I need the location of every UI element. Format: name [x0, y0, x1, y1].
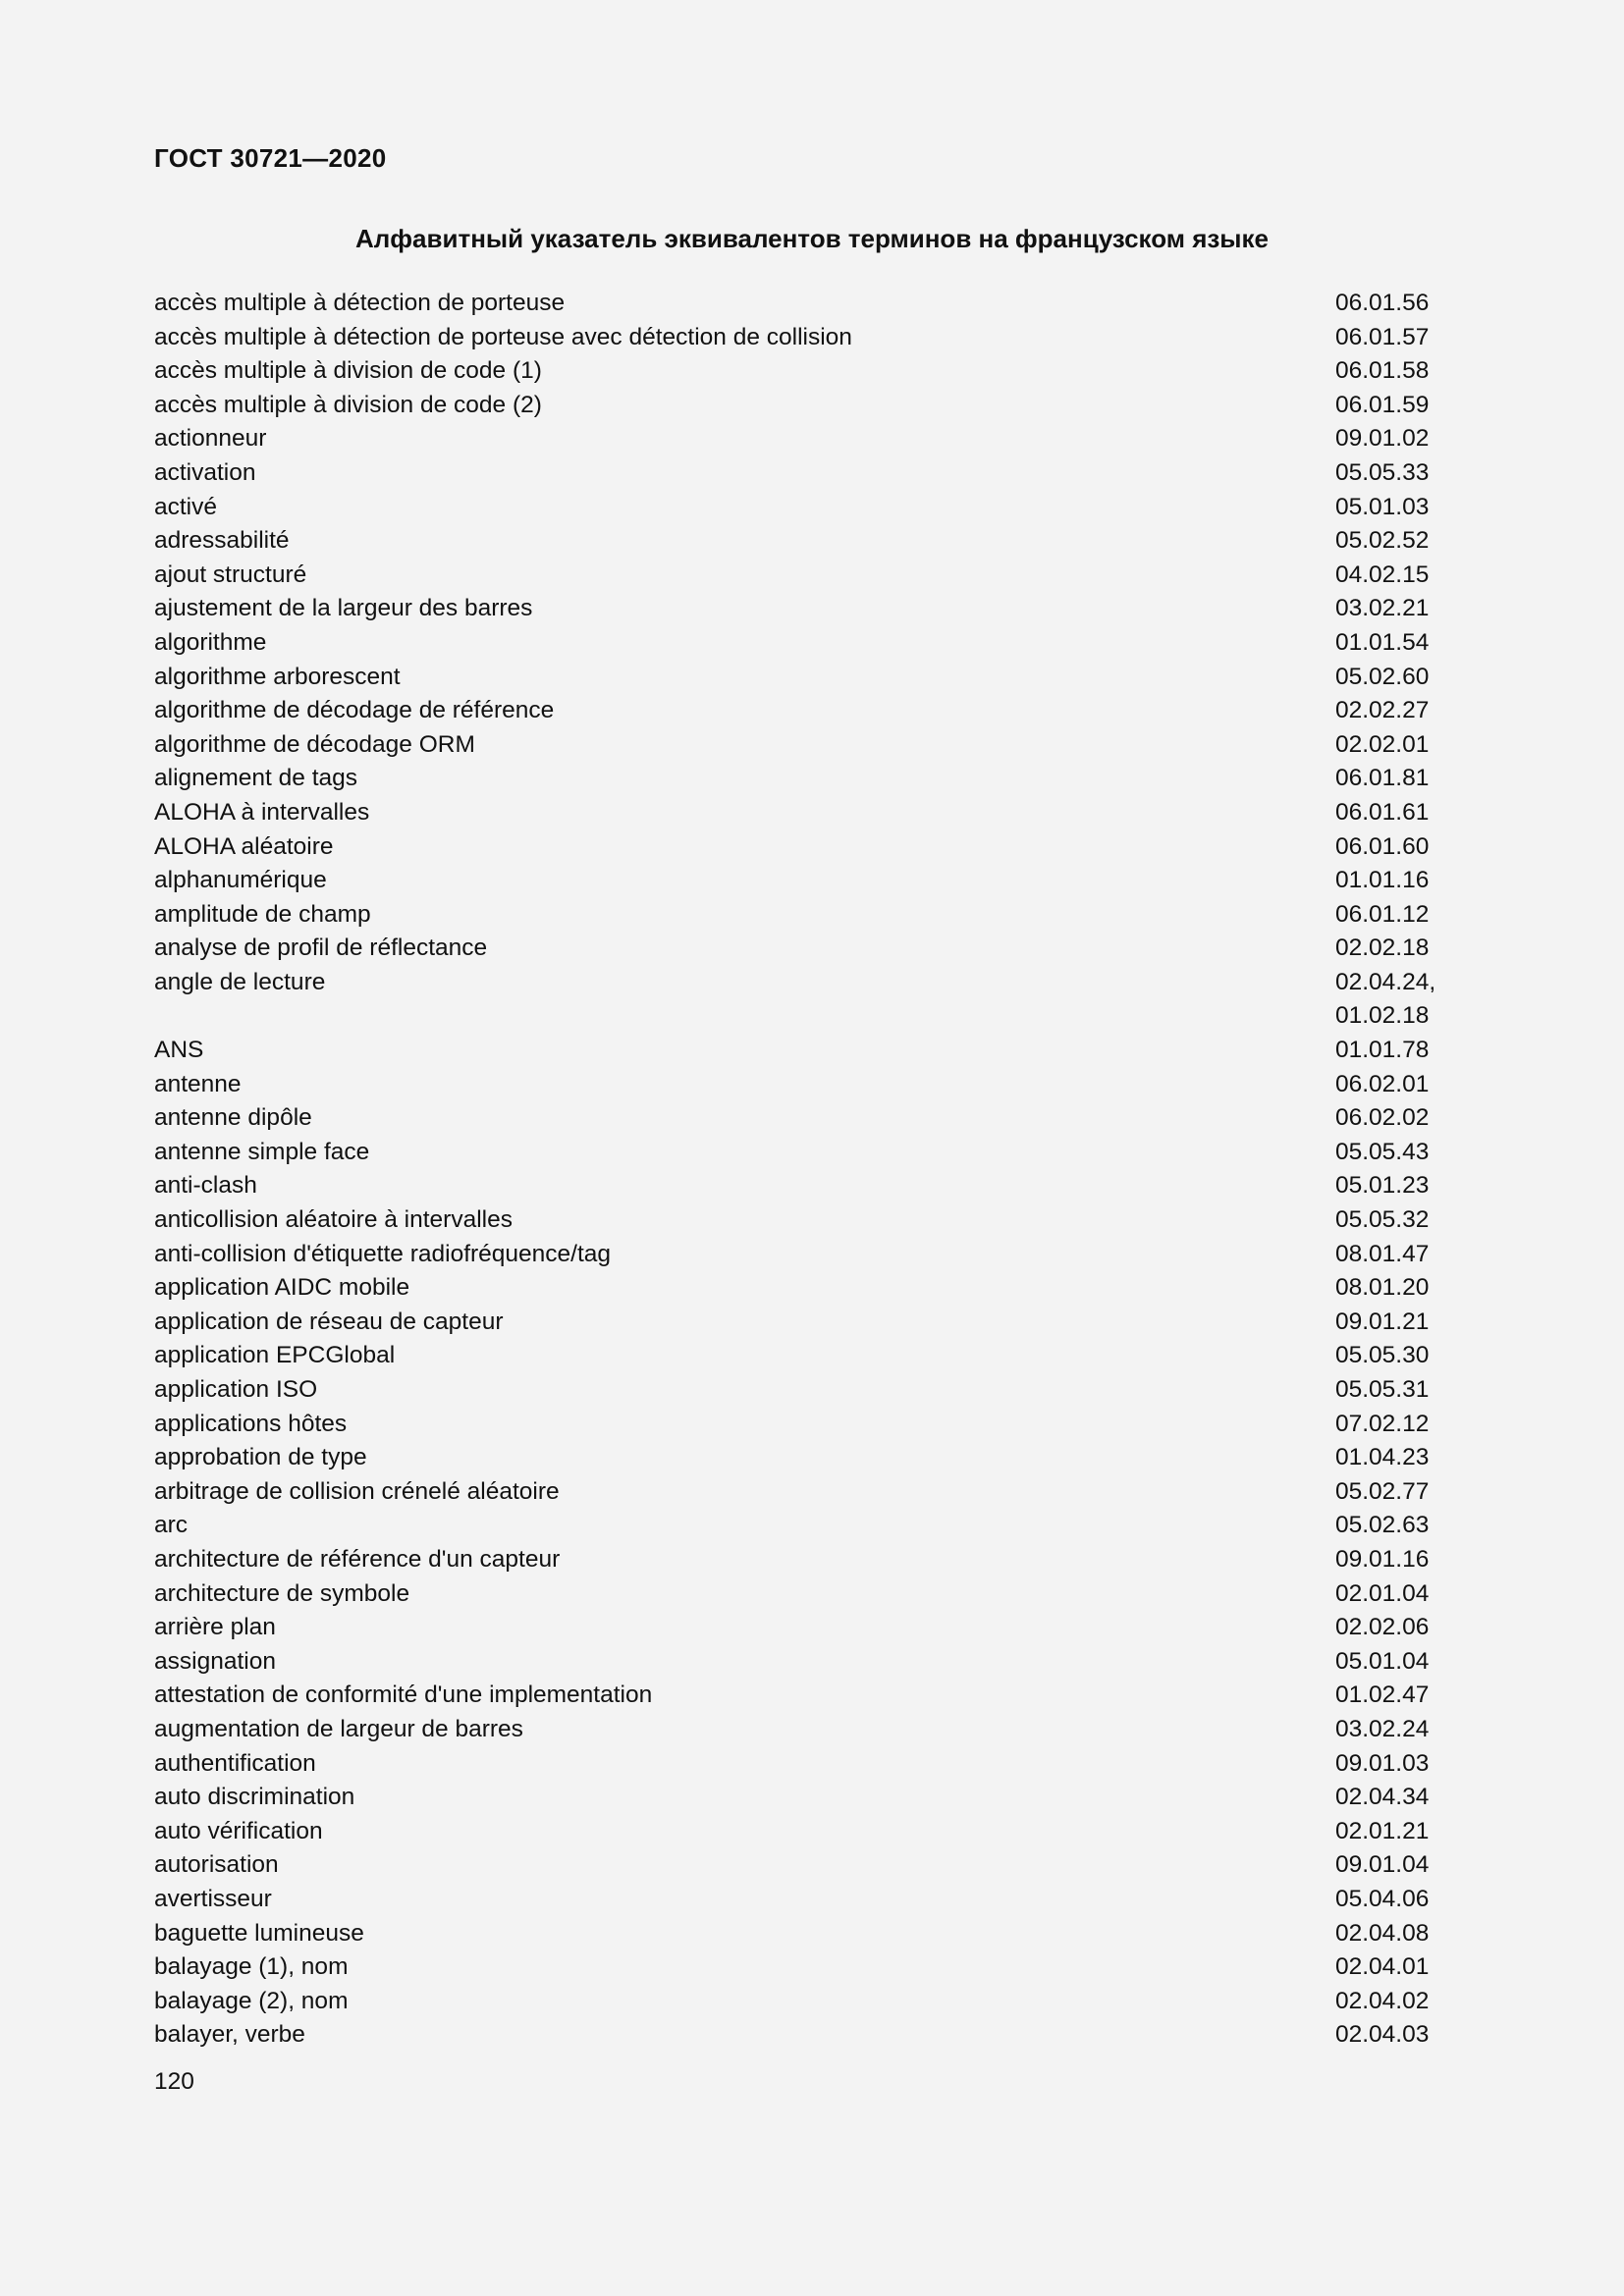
term-code: 01.04.23 — [1335, 1444, 1430, 1471]
index-entry — [154, 1645, 1453, 1680]
term-text: anti-collision d'étiquette radiofréquence/tag — [154, 1240, 612, 1267]
index-entry — [154, 762, 1453, 796]
term-text: arrière plan — [154, 1614, 276, 1641]
term-codes — [1335, 661, 1453, 695]
term-code: 01.01.54 — [1335, 628, 1430, 656]
standard-id: ГОСТ 30721—2020 — [154, 143, 387, 173]
index-entry — [154, 966, 1453, 1034]
term-code: 06.01.58 — [1335, 357, 1430, 385]
term-code: 08.01.47 — [1335, 1240, 1430, 1267]
term-code: 09.01.03 — [1335, 1749, 1430, 1777]
term-text: antenne dipôle — [154, 1104, 312, 1132]
term-codes — [1335, 1034, 1453, 1068]
term-text: angle de lecture — [154, 968, 326, 995]
index-entry — [154, 321, 1453, 355]
term-codes — [1335, 1271, 1453, 1306]
term-text: authentification — [154, 1749, 316, 1777]
term-text: ALOHA aléatoire — [154, 832, 334, 860]
term-codes — [1335, 1543, 1453, 1577]
term-text: attestation de conformité d'une implementation — [154, 1682, 653, 1709]
index-entry — [154, 354, 1453, 389]
term-code: 07.02.12 — [1335, 1410, 1430, 1437]
term-text: activé — [154, 493, 218, 520]
index-entry — [154, 1577, 1453, 1612]
index-entry — [154, 1475, 1453, 1510]
term-codes — [1335, 1306, 1453, 1340]
term-codes — [1335, 287, 1453, 321]
term-code: 01.02.47 — [1335, 1682, 1430, 1709]
term-code: 02.04.02 — [1335, 1987, 1430, 2014]
term-text: accès multiple à division de code (1) — [154, 357, 542, 385]
term-text: algorithme arborescent — [154, 663, 401, 690]
term-code: 06.01.61 — [1335, 798, 1430, 826]
index-entry — [154, 1985, 1453, 2019]
term-codes — [1335, 728, 1453, 763]
index-entry — [154, 559, 1453, 593]
term-codes — [1335, 694, 1453, 728]
term-text: baguette lumineuse — [154, 1919, 364, 1947]
index-entry — [154, 422, 1453, 456]
term-text: architecture de référence d'un capteur — [154, 1545, 561, 1573]
term-code: 08.01.20 — [1335, 1274, 1430, 1302]
term-codes — [1335, 830, 1453, 865]
index-entry — [154, 1611, 1453, 1645]
term-text: ALOHA à intervalles — [154, 798, 370, 826]
term-codes — [1335, 389, 1453, 423]
term-code: 02.02.06 — [1335, 1614, 1430, 1641]
term-code: 05.04.06 — [1335, 1885, 1430, 1912]
term-code: 03.02.24 — [1335, 1715, 1430, 1742]
term-text: application de réseau de capteur — [154, 1308, 504, 1335]
term-text: actionneur — [154, 425, 267, 453]
term-text: arc — [154, 1512, 189, 1539]
term-code: 02.04.08 — [1335, 1919, 1430, 1947]
term-text: amplitude de champ — [154, 900, 371, 928]
term-code: 09.01.16 — [1335, 1545, 1430, 1573]
term-code: 06.01.59 — [1335, 391, 1430, 418]
term-code: 01.02.18 — [1335, 1002, 1430, 1030]
index-entry — [154, 1306, 1453, 1340]
index-entry — [154, 1034, 1453, 1068]
term-text: applications hôtes — [154, 1410, 348, 1437]
term-code: 05.01.04 — [1335, 1647, 1430, 1675]
term-index-list — [154, 287, 1453, 2053]
term-text: anti-clash — [154, 1172, 257, 1200]
term-codes — [1335, 1203, 1453, 1238]
index-entry — [154, 1408, 1453, 1442]
term-code: 06.01.12 — [1335, 900, 1430, 928]
term-codes — [1335, 491, 1453, 525]
term-text: application EPCGlobal — [154, 1342, 396, 1369]
term-code: 05.02.77 — [1335, 1477, 1430, 1505]
term-codes — [1335, 1917, 1453, 1951]
term-codes — [1335, 559, 1453, 593]
term-code: 05.05.32 — [1335, 1206, 1430, 1234]
term-text: auto vérification — [154, 1817, 323, 1844]
term-text: balayer, verbe — [154, 2021, 305, 2049]
term-code: 02.04.24, — [1335, 968, 1436, 995]
index-entry — [154, 287, 1453, 321]
term-text: antenne simple face — [154, 1138, 370, 1165]
term-code: 09.01.21 — [1335, 1308, 1430, 1335]
index-entry — [154, 1136, 1453, 1170]
term-text: approbation de type — [154, 1444, 367, 1471]
index-entry — [154, 1917, 1453, 1951]
index-entry — [154, 1068, 1453, 1102]
index-entry — [154, 932, 1453, 966]
term-codes — [1335, 1713, 1453, 1747]
term-text: architecture de symbole — [154, 1579, 410, 1607]
term-codes — [1335, 1985, 1453, 2019]
term-code: 02.01.21 — [1335, 1817, 1430, 1844]
index-entry — [154, 830, 1453, 865]
term-code: 06.01.57 — [1335, 323, 1430, 350]
term-text: balayage (1), nom — [154, 1953, 349, 1981]
term-text: auto discrimination — [154, 1784, 355, 1811]
page-title: Алфавитный указатель эквивалентов терминов на французском языке — [355, 224, 1269, 253]
index-entry — [154, 1441, 1453, 1475]
term-text: ajout structuré — [154, 561, 307, 588]
term-text: arbitrage de collision crénelé aléatoire — [154, 1477, 560, 1505]
term-text: ajustement de la largeur des barres — [154, 595, 533, 622]
term-codes — [1335, 1408, 1453, 1442]
term-codes — [1335, 1169, 1453, 1203]
term-codes — [1335, 1238, 1453, 1272]
index-entry — [154, 1883, 1453, 1917]
index-entry — [154, 1238, 1453, 1272]
term-code: 05.02.63 — [1335, 1512, 1430, 1539]
term-text: adressabilité — [154, 527, 290, 555]
term-code: 05.02.52 — [1335, 527, 1430, 555]
term-codes — [1335, 1848, 1453, 1883]
term-codes — [1335, 1950, 1453, 1985]
term-text: accès multiple à division de code (2) — [154, 391, 542, 418]
term-codes — [1335, 762, 1453, 796]
term-code: 02.04.03 — [1335, 2021, 1430, 2049]
term-code: 01.01.78 — [1335, 1037, 1430, 1064]
term-codes — [1335, 422, 1453, 456]
term-codes — [1335, 1441, 1453, 1475]
term-codes — [1335, 354, 1453, 389]
term-codes — [1335, 864, 1453, 898]
term-code: 02.04.01 — [1335, 1953, 1430, 1981]
term-code: 06.01.81 — [1335, 765, 1430, 792]
term-code: 06.02.02 — [1335, 1104, 1430, 1132]
term-codes — [1335, 1747, 1453, 1782]
index-entry — [154, 456, 1453, 491]
term-text: application AIDC mobile — [154, 1274, 410, 1302]
index-entry — [154, 1373, 1453, 1408]
term-text: ANS — [154, 1037, 204, 1064]
index-entry — [154, 1815, 1453, 1849]
term-codes — [1335, 1645, 1453, 1680]
term-text: antenne — [154, 1070, 242, 1097]
term-text: accès multiple à détection de porteuse avec détection de collision — [154, 323, 852, 350]
index-entry — [154, 694, 1453, 728]
index-entry — [154, 2018, 1453, 2053]
term-codes — [1335, 1679, 1453, 1713]
term-codes — [1335, 796, 1453, 830]
term-code: 02.02.27 — [1335, 697, 1430, 724]
index-entry — [154, 1271, 1453, 1306]
term-codes — [1335, 1577, 1453, 1612]
term-text: alphanumérique — [154, 867, 327, 894]
index-entry — [154, 524, 1453, 559]
index-entry — [154, 1339, 1453, 1373]
term-code: 06.01.56 — [1335, 290, 1430, 316]
index-entry — [154, 1848, 1453, 1883]
term-code: 06.01.60 — [1335, 832, 1430, 860]
term-text: algorithme de décodage de référence — [154, 697, 555, 724]
term-codes — [1335, 966, 1453, 1034]
term-codes — [1335, 1373, 1453, 1408]
term-code: 03.02.21 — [1335, 595, 1430, 622]
term-code: 01.01.16 — [1335, 867, 1430, 894]
term-codes — [1335, 1815, 1453, 1849]
term-code: 04.02.15 — [1335, 561, 1430, 588]
term-code: 05.05.43 — [1335, 1138, 1430, 1165]
term-code: 02.04.34 — [1335, 1784, 1430, 1811]
term-codes — [1335, 2018, 1453, 2053]
index-entry — [154, 1101, 1453, 1136]
term-codes — [1335, 321, 1453, 355]
term-text: alignement de tags — [154, 765, 358, 792]
index-entry — [154, 491, 1453, 525]
term-text: assignation — [154, 1647, 276, 1675]
index-entry — [154, 864, 1453, 898]
term-text: accès multiple à détection de porteuse — [154, 290, 566, 316]
term-code: 05.05.33 — [1335, 458, 1430, 486]
term-codes — [1335, 1475, 1453, 1510]
term-code: 02.02.01 — [1335, 730, 1430, 758]
term-text: anticollision aléatoire à intervalles — [154, 1206, 513, 1234]
term-codes — [1335, 1136, 1453, 1170]
term-code: 05.05.31 — [1335, 1376, 1430, 1403]
term-codes — [1335, 626, 1453, 661]
term-codes — [1335, 1509, 1453, 1543]
index-entry — [154, 1543, 1453, 1577]
index-entry — [154, 1713, 1453, 1747]
term-codes — [1335, 592, 1453, 626]
index-entry — [154, 1747, 1453, 1782]
term-text: autorisation — [154, 1851, 279, 1879]
index-entry — [154, 661, 1453, 695]
term-text: analyse de profil de réflectance — [154, 934, 488, 962]
term-codes — [1335, 1611, 1453, 1645]
index-entry — [154, 1203, 1453, 1238]
index-entry — [154, 592, 1453, 626]
term-text: algorithme — [154, 628, 267, 656]
index-entry — [154, 898, 1453, 933]
term-code: 05.02.60 — [1335, 663, 1430, 690]
term-codes — [1335, 932, 1453, 966]
term-codes — [1335, 1883, 1453, 1917]
index-entry — [154, 626, 1453, 661]
term-text: avertisseur — [154, 1885, 272, 1912]
term-text: algorithme de décodage ORM — [154, 730, 475, 758]
term-code: 05.05.30 — [1335, 1342, 1430, 1369]
term-text: application ISO — [154, 1376, 318, 1403]
term-codes — [1335, 1339, 1453, 1373]
term-text: augmentation de largeur de barres — [154, 1715, 523, 1742]
term-code: 09.01.02 — [1335, 425, 1430, 453]
term-code: 09.01.04 — [1335, 1851, 1430, 1879]
index-entry — [154, 1781, 1453, 1815]
page-number: 120 — [154, 2068, 194, 2095]
term-codes — [1335, 1101, 1453, 1136]
term-codes — [1335, 524, 1453, 559]
term-code: 02.01.04 — [1335, 1579, 1430, 1607]
index-entry — [154, 1679, 1453, 1713]
term-code: 05.01.23 — [1335, 1172, 1430, 1200]
term-text: activation — [154, 458, 256, 486]
term-codes — [1335, 898, 1453, 933]
term-codes — [1335, 1781, 1453, 1815]
term-code: 05.01.03 — [1335, 493, 1430, 520]
index-entry — [154, 1950, 1453, 1985]
term-codes — [1335, 456, 1453, 491]
term-codes — [1335, 1068, 1453, 1102]
term-code: 06.02.01 — [1335, 1070, 1430, 1097]
index-entry — [154, 1509, 1453, 1543]
term-text: balayage (2), nom — [154, 1987, 349, 2014]
index-entry — [154, 796, 1453, 830]
index-entry — [154, 1169, 1453, 1203]
term-code: 02.02.18 — [1335, 934, 1430, 962]
index-entry — [154, 728, 1453, 763]
index-entry — [154, 389, 1453, 423]
